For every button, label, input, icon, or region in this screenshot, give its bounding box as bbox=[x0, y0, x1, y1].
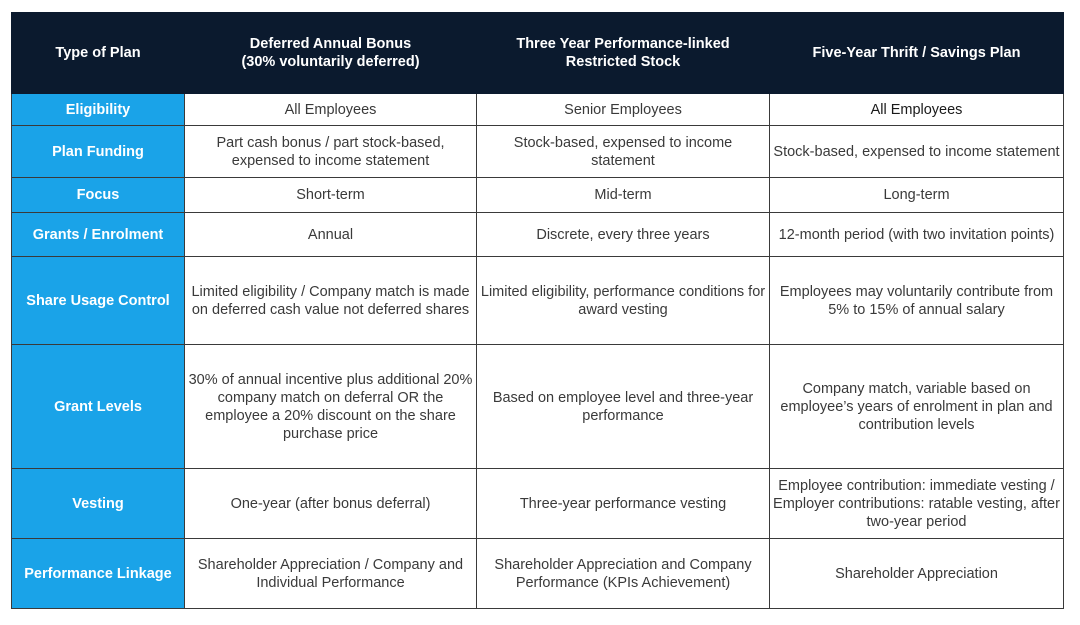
cell-performance-deferred: Shareholder Appreciation / Company and Individual Performance bbox=[185, 539, 477, 609]
cell-grants-restricted: Discrete, every three years bbox=[477, 213, 770, 257]
header-restricted-line1: Three Year Performance-linked bbox=[516, 36, 730, 52]
row-label-grant-levels: Grant Levels bbox=[12, 345, 185, 469]
cell-grants-deferred: Annual bbox=[185, 213, 477, 257]
table-row-plan-funding bbox=[12, 126, 1064, 178]
header-row bbox=[12, 13, 1064, 94]
header-restricted-stock bbox=[477, 13, 770, 94]
row-label-performance-linkage: Performance Linkage bbox=[12, 539, 185, 609]
cell-plan-funding-thrift: Stock-based, expensed to income statement bbox=[770, 126, 1064, 178]
table-row-share-usage-control bbox=[12, 257, 1064, 345]
table-row-grant-levels bbox=[12, 345, 1064, 469]
cell-grant-levels-deferred: 30% of annual incentive plus additional 20% company match on deferral OR the employee a 20% discount on the share purchase price bbox=[185, 345, 477, 469]
row-label-focus: Focus bbox=[12, 178, 185, 213]
cell-eligibility-thrift: All Employees bbox=[770, 94, 1064, 126]
cell-share-usage-deferred: Limited eligibility / Company match is made on deferred cash value not deferred shares bbox=[185, 257, 477, 345]
row-label-share-usage-control: Share Usage Control bbox=[12, 257, 185, 345]
cell-grants-thrift: 12-month period (with two invitation points) bbox=[770, 213, 1064, 257]
header-type-of-plan bbox=[12, 13, 185, 94]
cell-eligibility-deferred: All Employees bbox=[185, 94, 477, 126]
cell-focus-thrift: Long-term bbox=[770, 178, 1064, 213]
table-row-focus bbox=[12, 178, 1064, 213]
header-deferred-annual-bonus bbox=[185, 13, 477, 94]
header-type-of-plan-label: Type of Plan bbox=[55, 45, 141, 61]
cell-plan-funding-restricted: Stock-based, expensed to income statement bbox=[477, 126, 770, 178]
cell-grant-levels-thrift: Company match, variable based on employee’s years of enrolment in plan and contribution levels bbox=[770, 345, 1064, 469]
header-thrift-savings-plan bbox=[770, 13, 1064, 94]
header-thrift-label: Five-Year Thrift / Savings Plan bbox=[812, 45, 1021, 61]
cell-performance-thrift: Shareholder Appreciation bbox=[770, 539, 1064, 609]
cell-plan-funding-deferred: Part cash bonus / part stock-based, expensed to income statement bbox=[185, 126, 477, 178]
table-row-performance-linkage bbox=[12, 539, 1064, 609]
cell-grant-levels-restricted: Based on employee level and three-year performance bbox=[477, 345, 770, 469]
header-deferred-line1: Deferred Annual Bonus bbox=[249, 36, 412, 52]
cell-share-usage-restricted: Limited eligibility, performance conditions for award vesting bbox=[477, 257, 770, 345]
row-label-grants-enrolment: Grants / Enrolment bbox=[12, 213, 185, 257]
table-row-vesting bbox=[12, 469, 1064, 539]
row-label-plan-funding: Plan Funding bbox=[12, 126, 185, 178]
cell-focus-deferred: Short-term bbox=[185, 178, 477, 213]
table-row-grants-enrolment bbox=[12, 213, 1064, 257]
cell-eligibility-restricted: Senior Employees bbox=[477, 94, 770, 126]
cell-vesting-thrift: Employee contribution: immediate vesting / Employer contributions: ratable vesting, after two-year period bbox=[770, 469, 1064, 539]
plan-comparison-table bbox=[11, 12, 1064, 609]
row-label-eligibility: Eligibility bbox=[12, 94, 185, 126]
cell-vesting-restricted: Three-year performance vesting bbox=[477, 469, 770, 539]
header-restricted-line2: Restricted Stock bbox=[565, 54, 681, 70]
cell-focus-restricted: Mid-term bbox=[477, 178, 770, 213]
row-label-vesting: Vesting bbox=[12, 469, 185, 539]
cell-share-usage-thrift: Employees may voluntarily contribute from 5% to 15% of annual salary bbox=[770, 257, 1064, 345]
cell-performance-restricted: Shareholder Appreciation and Company Performance (KPIs Achievement) bbox=[477, 539, 770, 609]
header-deferred-line2: (30% voluntarily deferred) bbox=[241, 54, 420, 70]
cell-vesting-deferred: One-year (after bonus deferral) bbox=[185, 469, 477, 539]
table-row-eligibility bbox=[12, 94, 1064, 126]
